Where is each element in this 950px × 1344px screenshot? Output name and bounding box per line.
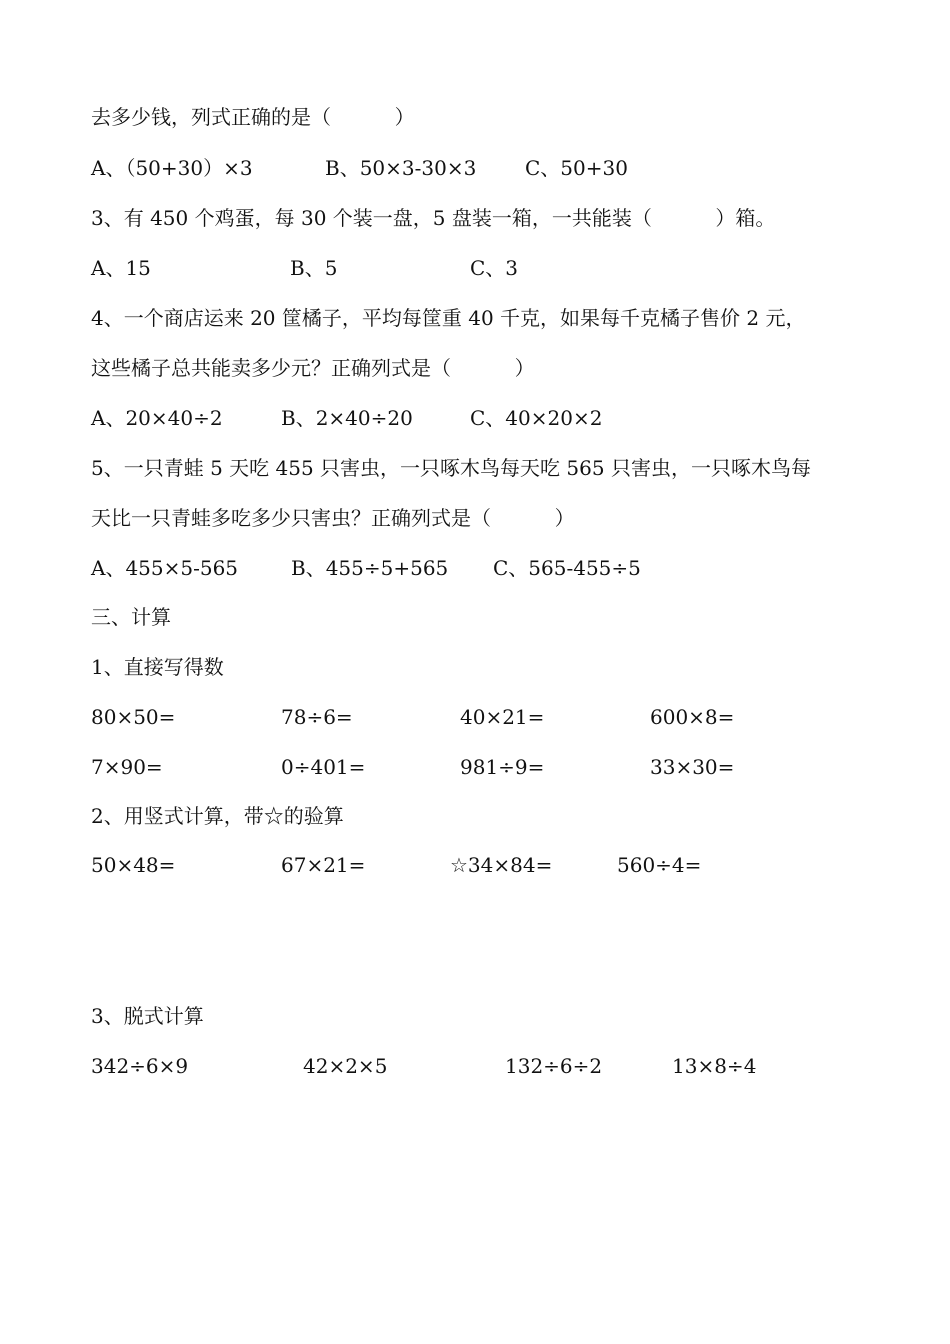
vertical-calc-item: 67×21= <box>281 853 366 877</box>
step-calc-item: 42×2×5 <box>303 1054 388 1078</box>
part1-title: 1、直接写得数 <box>91 655 224 679</box>
q2-option-a: A、（50+30）×3 <box>91 156 253 180</box>
mental-math-item: 33×30= <box>650 755 735 779</box>
mental-math-item: 0÷401= <box>281 755 366 779</box>
part2-title: 2、用竖式计算，带☆的验算 <box>91 804 344 828</box>
q3-stem: 3、有 450 个鸡蛋，每 30 个装一盘，5 盘装一箱，一共能装（ ）箱。 <box>91 206 776 230</box>
q2-option-c: C、50+30 <box>525 156 628 180</box>
q2-option-b: B、50×3-30×3 <box>325 156 477 180</box>
q3-option-a: A、15 <box>91 256 151 280</box>
mental-math-item: 40×21= <box>460 705 545 729</box>
vertical-calc-item: 50×48= <box>91 853 176 877</box>
step-calc-item: 13×8÷4 <box>672 1054 757 1078</box>
mental-math-item: 78÷6= <box>281 705 353 729</box>
section3-title: 三、计算 <box>91 605 171 629</box>
q4-stem-line2: 这些橘子总共能卖多少元？正确列式是（ ） <box>91 356 535 380</box>
q5-option-c: C、565-455÷5 <box>493 556 641 580</box>
q5-stem-line2: 天比一只青蛙多吃多少只害虫？正确列式是（ ） <box>91 506 575 530</box>
q4-option-b: B、2×40÷20 <box>281 406 413 430</box>
mental-math-item: 981÷9= <box>460 755 545 779</box>
vertical-calc-item: ☆34×84= <box>450 853 553 877</box>
q5-option-b: B、455÷5+565 <box>291 556 449 580</box>
mental-math-item: 80×50= <box>91 705 176 729</box>
part3-title: 3、脱式计算 <box>91 1004 204 1028</box>
q5-stem-line1: 5、一只青蛙 5 天吃 455 只害虫，一只啄木鸟每天吃 565 只害虫，一只啄木鸟每 <box>91 456 811 480</box>
q5-option-a: A、455×5-565 <box>91 556 239 580</box>
mental-math-item: 7×90= <box>91 755 163 779</box>
q3-option-b: B、5 <box>290 256 338 280</box>
q4-stem-line1: 4、一个商店运来 20 筐橘子，平均每筐重 40 千克，如果每千克橘子售价 2 元， <box>91 306 806 330</box>
vertical-calc-item: 560÷4= <box>617 853 702 877</box>
q4-option-c: C、40×20×2 <box>470 406 603 430</box>
q2-stem-continued: 去多少钱，列式正确的是（ ） <box>91 105 415 129</box>
step-calc-item: 132÷6÷2 <box>505 1054 603 1078</box>
mental-math-item: 600×8= <box>650 705 735 729</box>
step-calc-item: 342÷6×9 <box>91 1054 189 1078</box>
q4-option-a: A、20×40÷2 <box>91 406 223 430</box>
q3-option-c: C、3 <box>470 256 519 280</box>
